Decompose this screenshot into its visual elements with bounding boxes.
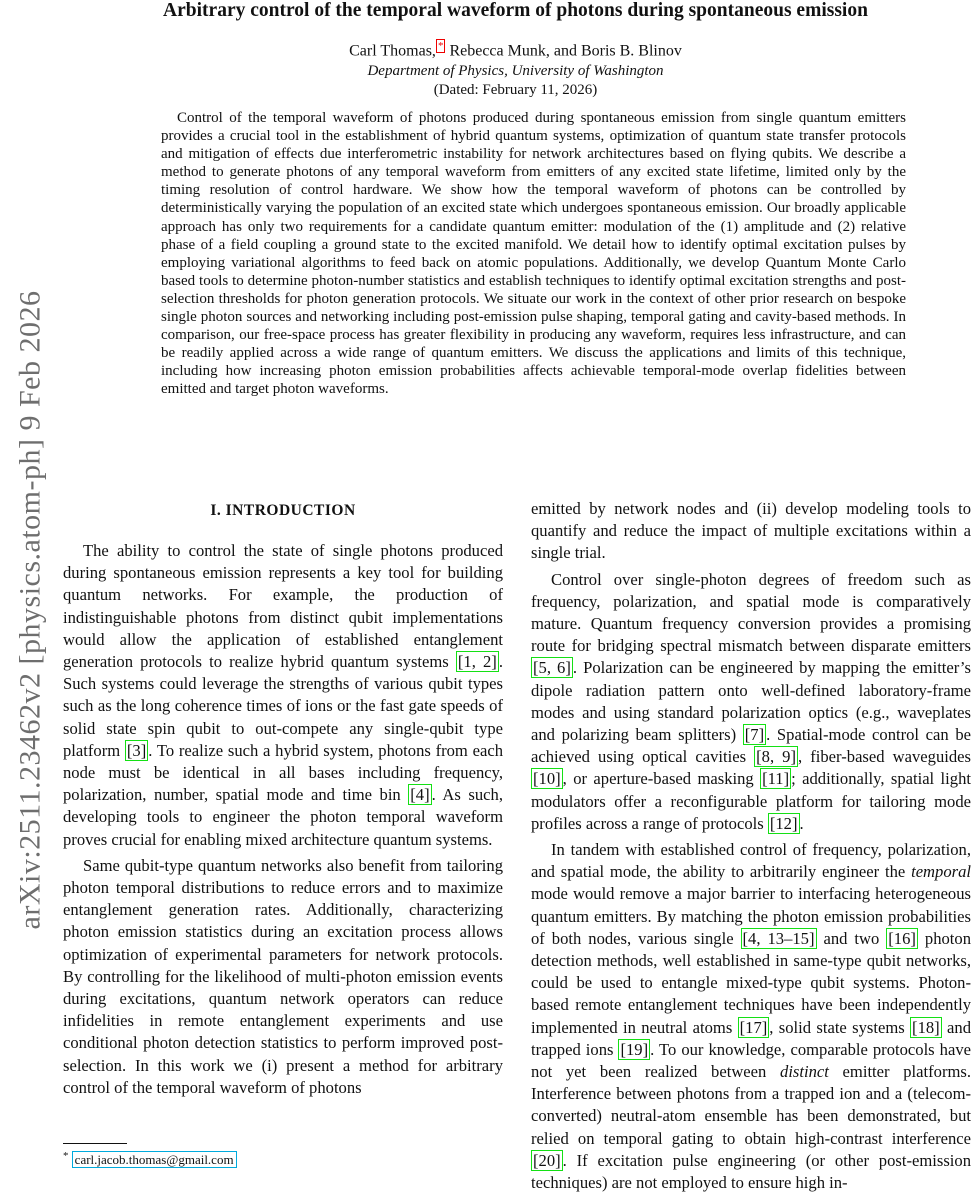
text-run: . To realize such a hybrid system, photons from each node must be identical in all bases including frequency, polarization, number, spatial mode and time bin [63,740,503,805]
text-run: . [799,813,804,833]
citation-link[interactable]: [11] [762,769,790,789]
text-run: Control over single-photon degrees of freedom such as frequency, polarization, and spatial mode is comparatively mature. Quantum frequency conversion provides a promising route for bridging spectral mismatch between disparate emitters [531,569,971,656]
text-run: . As such, developing tools to engineer the photon temporal waveform proves crucial for enabling mixed architecture quantum systems. [63,785,503,849]
text-run: . Spatial-mode control can be achieved using optical cavities [531,725,971,767]
text-run: mode would remove a major barrier to interfacing heterogeneous quantum emitters. By matching the photon emission probabilities of both nodes, various single [531,884,971,948]
text-run: emitter platforms. Interference between photons from a trapped ion and a (telecom-converted) neutral-atom ensemble has been demonstrated, but relied on temporal gating to obtain high-contrast interference [531,1062,971,1148]
footnote-rule [63,1143,127,1144]
citation-link[interactable]: [5, 6] [533,658,571,678]
paragraph: emitted by network nodes and (ii) develop modeling tools to quantify and reduce the impact of multiple excitations within a single trial. [531,499,971,563]
text-run: and trapped ions [531,1017,971,1059]
text-run: , or aperture-based masking [562,769,761,789]
citation-link[interactable]: [16] [888,928,916,948]
citation-link[interactable]: [1, 2] [457,652,497,672]
emphasis: distinct [780,1062,829,1082]
text-run: ; additionally, spatial light modulators offer a reconfigurable platform for tailoring mode profiles across a range of protocols [531,769,971,833]
citation-link[interactable]: [10] [533,769,561,789]
text-run: , fiber-based waveguides [798,747,971,767]
footnote-mark: * [63,1150,69,1162]
citation-link[interactable]: [19] [620,1039,649,1059]
arxiv-sidebar [0,190,60,1030]
text-run: photon detection methods, well established in same-type qubit networks, could be used to entangle mixed-type qubit systems. Photon-based remote entanglement techniques have been independently implemented in neutral atoms [531,928,971,1037]
citation-link[interactable]: [4, 13–15] [742,928,815,948]
footnote-link[interactable]: * [437,40,444,52]
paragraph [531,839,971,1194]
text-run: The ability to control the state of single photons produced during spontaneous emission represents a key tool for building quantum networks. For example, the production of indistinguishable photons from distinct qubit implementations would allow the application of established entanglement generation protocols to realize hybrid quantum systems [63,541,503,672]
email-link[interactable]: carl.jacob.thomas@gmail.com [72,1151,237,1168]
citation-link[interactable]: [12] [769,813,798,833]
paragraph [63,540,503,851]
citation-link[interactable]: [17] [739,1017,768,1037]
citation-link[interactable]: [7] [744,725,765,745]
paragraph [531,569,971,835]
text-run: and two [816,928,887,948]
text-run: . If excitation pulse engineering (or other post-emission techniques) are not employed to ensure high in- [531,1150,971,1193]
citation-link[interactable]: [18] [912,1017,940,1037]
author-first: Carl Thomas, [349,42,436,60]
citation-link[interactable]: [20] [533,1150,561,1170]
text-run: . To our knowledge, comparable protocols have not yet been realized between [531,1039,971,1082]
paragraph: Same qubit-type quantum networks also benefit from tailoring photon temporal distributions to reduce errors and to maximize entanglement generation rates. Additionally, characterizing photon emission statistics during an excitation process allows optimization of experimental parameters for network protocols. By controlling for the likelihood of multi-photon emission events during excitations, quantum network operators can reduce infidelities in remote entanglement experiments and use conditional photon detection statistics to perform improved post-selection. In this work we (i) present a method for arbitrary control of the temporal waveform of photons [63,855,503,1097]
arxiv-identifier: arXiv:2511.23462v2 [physics.atom-ph] 9 Feb 2026 [13,290,47,930]
right-column [531,498,971,1198]
author-list [60,41,971,60]
date-line: (Dated: February 11, 2026) [433,82,598,98]
author-rest: Rebecca Munk, and Boris B. Blinov [445,42,682,60]
citation-link[interactable]: [8, 9] [756,747,797,767]
footnote [63,1150,237,1168]
section-heading: I. INTRODUCTION [210,502,356,519]
text-run: . Polarization can be engineered by mapping the emitter’s dipole radiation pattern onto well-defined laboratory-frame modes and using standard polarization optics (e.g., waveplates and polarizing beam splitters) [531,658,971,745]
left-column [63,500,503,1103]
emphasis: temporal [911,862,971,882]
abstract: Control of the temporal waveform of photons produced during spontaneous emission from single quantum emitters provides a crucial tool in the establishment of hybrid quantum systems, optimization of quantum state transfer protocols and mitigation of effects due interferometric instability for network architectures based on flying qubits. We describe a method to generate photons of any temporal waveform from emitters of any excited state lifetime, limited only by the timing resolution of control hardware. We show how the temporal waveform of photons can be controlled by deterministically varying the population of an excited state which undergoes spontaneous emission. Our broadly applicable approach has only two requirements for a candidate quantum emitter: modulation of the (1) amplitude and (2) relative phase of a field coupling a ground state to the excited manifold. We detail how to identify optimal excitation pulses by employing variational algorithms to feed back on atomic populations. Additionally, we develop Quantum Monte Carlo based tools to determine photon-number statistics and establish techniques to identify optimal excitation strengths and post-selection thresholds for photon generation protocols. We situate our work in the context of other prior research on bespoke single photon sources and networking including post-emission pulse shaping, temporal gating and cavity-based methods. In comparison, our free-space process has greater flexibility in producing any waveform, requires less infrastructure, and can be readily applied across a wide range of quantum emitters. We discuss the applications and limits of this technique, including how increasing photon emission probabilities affects achievable temporal-mode overlap fidelities between emitted and target photon waveforms. [161,110,906,398]
text-run: In tandem with established control of frequency, polarization, and spatial mode, the ability to arbitrarily engineer the [531,840,971,882]
affiliation: Department of Physics, University of Washington [367,63,664,79]
text-run: , solid state systems [769,1017,911,1037]
text-run: . Such systems could leverage the strengths of various qubit types such as the long coherence times of ions or the fast gate speeds of solid state spin qubit to out-compete any single-qubit type platform [63,652,503,760]
citation-link[interactable]: [4] [410,785,430,805]
citation-link[interactable]: [3] [126,740,147,760]
paper-title: Arbitrary control of the temporal waveform of photons during spontaneous emission [163,0,868,21]
